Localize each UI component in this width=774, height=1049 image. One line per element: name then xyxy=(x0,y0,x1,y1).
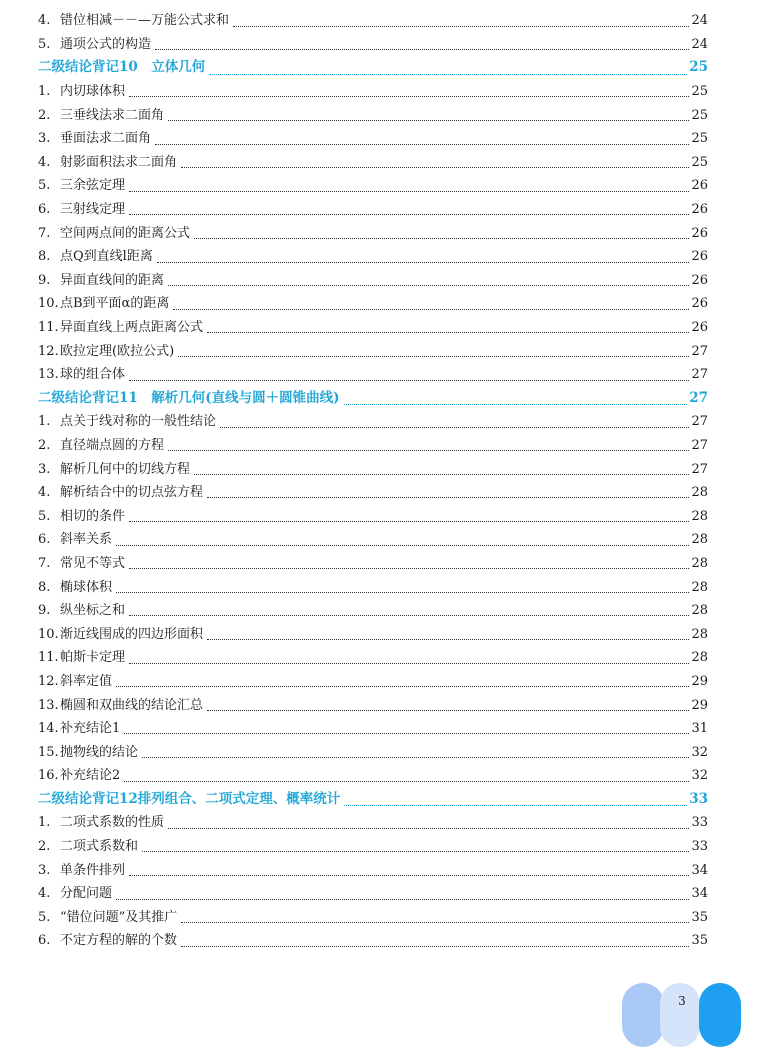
toc-entry-title: 异面直线间的距离 xyxy=(60,272,165,288)
toc-entry-number: 10. xyxy=(38,626,59,642)
dot-leader xyxy=(209,74,687,75)
dot-leader xyxy=(207,710,689,711)
toc-entry[interactable] xyxy=(38,622,708,646)
toc-page-number: 28 xyxy=(691,532,708,548)
toc-entry[interactable] xyxy=(38,316,708,340)
toc-entry-title: 三射线定理 xyxy=(60,202,126,218)
toc-page-number: 35 xyxy=(691,909,708,925)
toc-entry-number: 4. xyxy=(38,154,51,170)
toc-page-number: 24 xyxy=(691,36,708,52)
toc-page-number: 26 xyxy=(691,320,708,336)
table-of-contents xyxy=(38,9,708,953)
dot-leader xyxy=(207,497,689,498)
dot-leader xyxy=(233,26,689,27)
toc-entry-title: 点B到平面α的距离 xyxy=(60,296,170,312)
toc-entry[interactable] xyxy=(38,906,708,930)
toc-page-number: 31 xyxy=(691,721,708,737)
toc-entry-number: 12. xyxy=(38,673,59,689)
dot-leader xyxy=(168,285,689,286)
dot-leader xyxy=(129,380,689,381)
toc-section-heading[interactable] xyxy=(38,56,708,80)
toc-entry-number: 14. xyxy=(38,721,59,737)
toc-section-heading[interactable] xyxy=(38,387,708,411)
toc-entry[interactable] xyxy=(38,693,708,717)
toc-entry[interactable] xyxy=(38,670,708,694)
dot-leader xyxy=(194,238,689,239)
toc-entry-title: 射影面积法求二面角 xyxy=(60,154,178,170)
toc-page-number: 32 xyxy=(691,744,708,760)
toc-page-number: 28 xyxy=(691,508,708,524)
toc-entry-title: 补充结论1 xyxy=(60,721,121,737)
toc-entry[interactable] xyxy=(38,174,708,198)
toc-entry-number: 10. xyxy=(38,296,59,312)
toc-entry[interactable] xyxy=(38,717,708,741)
toc-entry-title: “错位问题”及其推广 xyxy=(60,909,178,925)
toc-entry[interactable] xyxy=(38,434,708,458)
toc-entry-number: 7. xyxy=(38,225,51,241)
toc-entry-number: 5. xyxy=(38,508,51,524)
toc-entry-title: 点关于线对称的一般性结论 xyxy=(60,414,217,430)
toc-page-number: 26 xyxy=(691,249,708,265)
toc-page-number: 32 xyxy=(691,768,708,784)
toc-entry-number: 6. xyxy=(38,202,51,218)
toc-entry-number: 9. xyxy=(38,603,51,619)
toc-section-title: 二级结论背记10 立体几何 xyxy=(38,59,206,76)
toc-section-heading[interactable] xyxy=(38,788,708,812)
toc-entry-title: 二项式系数和 xyxy=(60,839,139,855)
toc-page-number: 35 xyxy=(691,933,708,949)
toc-entry[interactable] xyxy=(38,221,708,245)
toc-entry[interactable] xyxy=(38,858,708,882)
toc-page-number: 26 xyxy=(691,202,708,218)
toc-entry-title: 欧拉定理(欧拉公式) xyxy=(60,343,175,359)
toc-entry-number: 13. xyxy=(38,367,59,383)
toc-entry-number: 3. xyxy=(38,461,51,477)
toc-entry-title: 点Q到直线l距离 xyxy=(60,249,153,265)
toc-entry-title: 三余弦定理 xyxy=(60,178,126,194)
toc-entry-number: 4. xyxy=(38,886,51,902)
toc-page-number: 27 xyxy=(691,367,708,383)
toc-entry-number: 6. xyxy=(38,532,51,548)
dot-leader xyxy=(181,167,689,168)
dot-leader xyxy=(168,828,689,829)
toc-entry[interactable] xyxy=(38,269,708,293)
toc-page-number: 29 xyxy=(691,697,708,713)
toc-entry-title: 斜率定值 xyxy=(60,673,113,689)
toc-entry-number: 13. xyxy=(38,697,59,713)
toc-entry-number: 6. xyxy=(38,933,51,949)
toc-entry-title: 单条件排列 xyxy=(60,862,126,878)
toc-entry[interactable] xyxy=(38,410,708,434)
toc-entry-title: 渐近线围成的四边形面积 xyxy=(60,626,204,642)
toc-entry-title: 错位相减－－—万能公式求和 xyxy=(60,13,230,29)
toc-page-number: 25 xyxy=(689,59,708,76)
toc-entry[interactable] xyxy=(38,245,708,269)
dot-leader xyxy=(181,922,689,923)
toc-entry-title: 椭球体积 xyxy=(60,579,113,595)
dot-leader xyxy=(157,262,690,263)
toc-entry-number: 7. xyxy=(38,555,51,571)
toc-section-title: 二级结论背记11 解析几何(直线与圆＋圆锥曲线) xyxy=(38,389,340,406)
toc-entry-number: 2. xyxy=(38,437,51,453)
page-number: 3 xyxy=(678,994,686,1008)
dot-leader xyxy=(129,663,689,664)
toc-entry-title: 常见不等式 xyxy=(60,555,126,571)
toc-entry-title: 通项公式的构造 xyxy=(60,36,152,52)
toc-entry-number: 8. xyxy=(38,579,51,595)
dot-leader xyxy=(129,214,689,215)
toc-entry-number: 1. xyxy=(38,84,51,100)
dot-leader xyxy=(129,521,689,522)
dot-leader xyxy=(181,946,689,947)
dot-leader xyxy=(129,96,689,97)
toc-entry-title: 解析结合中的切点弦方程 xyxy=(60,485,204,501)
toc-page-number: 33 xyxy=(691,815,708,831)
toc-entry-number: 3. xyxy=(38,862,51,878)
toc-entry[interactable] xyxy=(38,552,708,576)
dot-leader xyxy=(194,474,689,475)
toc-entry-number: 11. xyxy=(38,320,59,336)
dot-leader xyxy=(142,757,689,758)
toc-entry-title: 三垂线法求二面角 xyxy=(60,107,165,123)
toc-entry-title: 椭圆和双曲线的结论汇总 xyxy=(60,697,204,713)
toc-entry[interactable] xyxy=(38,764,708,788)
toc-page-number: 26 xyxy=(691,225,708,241)
toc-entry[interactable] xyxy=(38,481,708,505)
badge-circle-right xyxy=(699,983,741,1047)
toc-entry-number: 15. xyxy=(38,744,59,760)
toc-entry[interactable] xyxy=(38,292,708,316)
toc-entry-number: 4. xyxy=(38,485,51,501)
toc-entry-title: 不定方程的解的个数 xyxy=(60,933,178,949)
toc-entry-title: 纵坐标之和 xyxy=(60,603,126,619)
toc-entry-number: 1. xyxy=(38,815,51,831)
dot-leader xyxy=(207,639,689,640)
dot-leader xyxy=(124,781,689,782)
toc-page-number: 28 xyxy=(691,485,708,501)
toc-page-number: 26 xyxy=(691,296,708,312)
toc-page-number: 26 xyxy=(691,272,708,288)
toc-page-number: 28 xyxy=(691,650,708,666)
dot-leader xyxy=(168,450,689,451)
toc-page-number: 27 xyxy=(691,461,708,477)
dot-leader xyxy=(168,120,689,121)
toc-page-number: 25 xyxy=(691,107,708,123)
toc-page-number: 25 xyxy=(691,131,708,147)
toc-entry[interactable] xyxy=(38,127,708,151)
toc-page-number: 25 xyxy=(691,84,708,100)
dot-leader xyxy=(116,592,689,593)
dot-leader xyxy=(129,875,689,876)
badge-circle-left xyxy=(622,983,664,1047)
toc-entry-title: 相切的条件 xyxy=(60,508,126,524)
dot-leader xyxy=(116,899,689,900)
toc-page-number: 33 xyxy=(689,790,708,807)
toc-entry-title: 抛物线的结论 xyxy=(60,744,139,760)
dot-leader xyxy=(178,356,689,357)
dot-leader xyxy=(173,309,689,310)
toc-entry-number: 12. xyxy=(38,343,59,359)
toc-entry[interactable] xyxy=(38,528,708,552)
dot-leader xyxy=(220,427,689,428)
dot-leader xyxy=(124,733,689,734)
toc-entry[interactable] xyxy=(38,929,708,953)
toc-entry[interactable] xyxy=(38,575,708,599)
toc-entry-title: 解析几何中的切线方程 xyxy=(60,461,191,477)
toc-page-number: 24 xyxy=(691,13,708,29)
toc-entry-title: 斜率关系 xyxy=(60,532,113,548)
toc-entry-title: 空间两点间的距离公式 xyxy=(60,225,191,241)
toc-page-number: 34 xyxy=(691,862,708,878)
toc-page-number: 28 xyxy=(691,555,708,571)
dot-leader xyxy=(155,49,689,50)
toc-entry[interactable] xyxy=(38,882,708,906)
toc-entry[interactable] xyxy=(38,198,708,222)
toc-entry[interactable] xyxy=(38,740,708,764)
dot-leader xyxy=(155,144,689,145)
toc-page-number: 27 xyxy=(689,389,708,406)
toc-entry-title: 补充结论2 xyxy=(60,768,121,784)
toc-page-number: 27 xyxy=(691,343,708,359)
dot-leader xyxy=(129,191,689,192)
page-number-badge xyxy=(620,980,750,1049)
toc-entry-title: 球的组合体 xyxy=(60,367,126,383)
badge-circle-middle xyxy=(660,983,700,1047)
toc-entry-number: 2. xyxy=(38,839,51,855)
toc-page-number: 28 xyxy=(691,579,708,595)
toc-entry-number: 4. xyxy=(38,13,51,29)
toc-entry[interactable] xyxy=(38,811,708,835)
toc-entry-title: 分配问题 xyxy=(60,886,113,902)
toc-entry-title: 帕斯卡定理 xyxy=(60,650,126,666)
dot-leader xyxy=(142,851,689,852)
toc-page-number: 27 xyxy=(691,414,708,430)
toc-entry-title: 垂面法求二面角 xyxy=(60,131,152,147)
toc-entry[interactable] xyxy=(38,363,708,387)
toc-entry[interactable] xyxy=(38,835,708,859)
toc-entry-title: 二项式系数的性质 xyxy=(60,815,165,831)
dot-leader xyxy=(129,568,689,569)
toc-entry-number: 3. xyxy=(38,131,51,147)
toc-entry-number: 5. xyxy=(38,178,51,194)
dot-leader xyxy=(344,404,688,405)
toc-entry-number: 8. xyxy=(38,249,51,265)
toc-entry[interactable] xyxy=(38,339,708,363)
toc-entry-number: 16. xyxy=(38,768,59,784)
toc-entry-title: 异面直线上两点距离公式 xyxy=(60,320,204,336)
toc-entry-title: 直径端点圆的方程 xyxy=(60,437,165,453)
toc-entry-number: 11. xyxy=(38,650,59,666)
toc-page-number: 27 xyxy=(691,437,708,453)
toc-page-number: 25 xyxy=(691,154,708,170)
dot-leader xyxy=(129,615,689,616)
toc-entry[interactable] xyxy=(38,80,708,104)
toc-page-number: 34 xyxy=(691,886,708,902)
toc-page-number: 28 xyxy=(691,603,708,619)
toc-entry[interactable] xyxy=(38,151,708,175)
toc-entry[interactable] xyxy=(38,646,708,670)
toc-entry[interactable] xyxy=(38,33,708,57)
toc-section-title: 二级结论背记12排列组合、二项式定理、概率统计 xyxy=(38,790,341,807)
toc-entry-title: 内切球体积 xyxy=(60,84,126,100)
toc-entry[interactable] xyxy=(38,9,708,33)
toc-entry[interactable] xyxy=(38,599,708,623)
dot-leader xyxy=(207,332,689,333)
toc-entry[interactable] xyxy=(38,103,708,127)
dot-leader xyxy=(116,686,689,687)
toc-entry-number: 2. xyxy=(38,107,51,123)
toc-page-number: 26 xyxy=(691,178,708,194)
toc-page-number: 29 xyxy=(691,673,708,689)
toc-entry-number: 5. xyxy=(38,909,51,925)
dot-leader xyxy=(116,545,689,546)
toc-entry-number: 5. xyxy=(38,36,51,52)
toc-entry-number: 1. xyxy=(38,414,51,430)
toc-entry[interactable] xyxy=(38,457,708,481)
toc-page-number: 33 xyxy=(691,839,708,855)
toc-entry[interactable] xyxy=(38,504,708,528)
dot-leader xyxy=(344,805,687,806)
toc-entry-number: 9. xyxy=(38,272,51,288)
toc-page-number: 28 xyxy=(691,626,708,642)
